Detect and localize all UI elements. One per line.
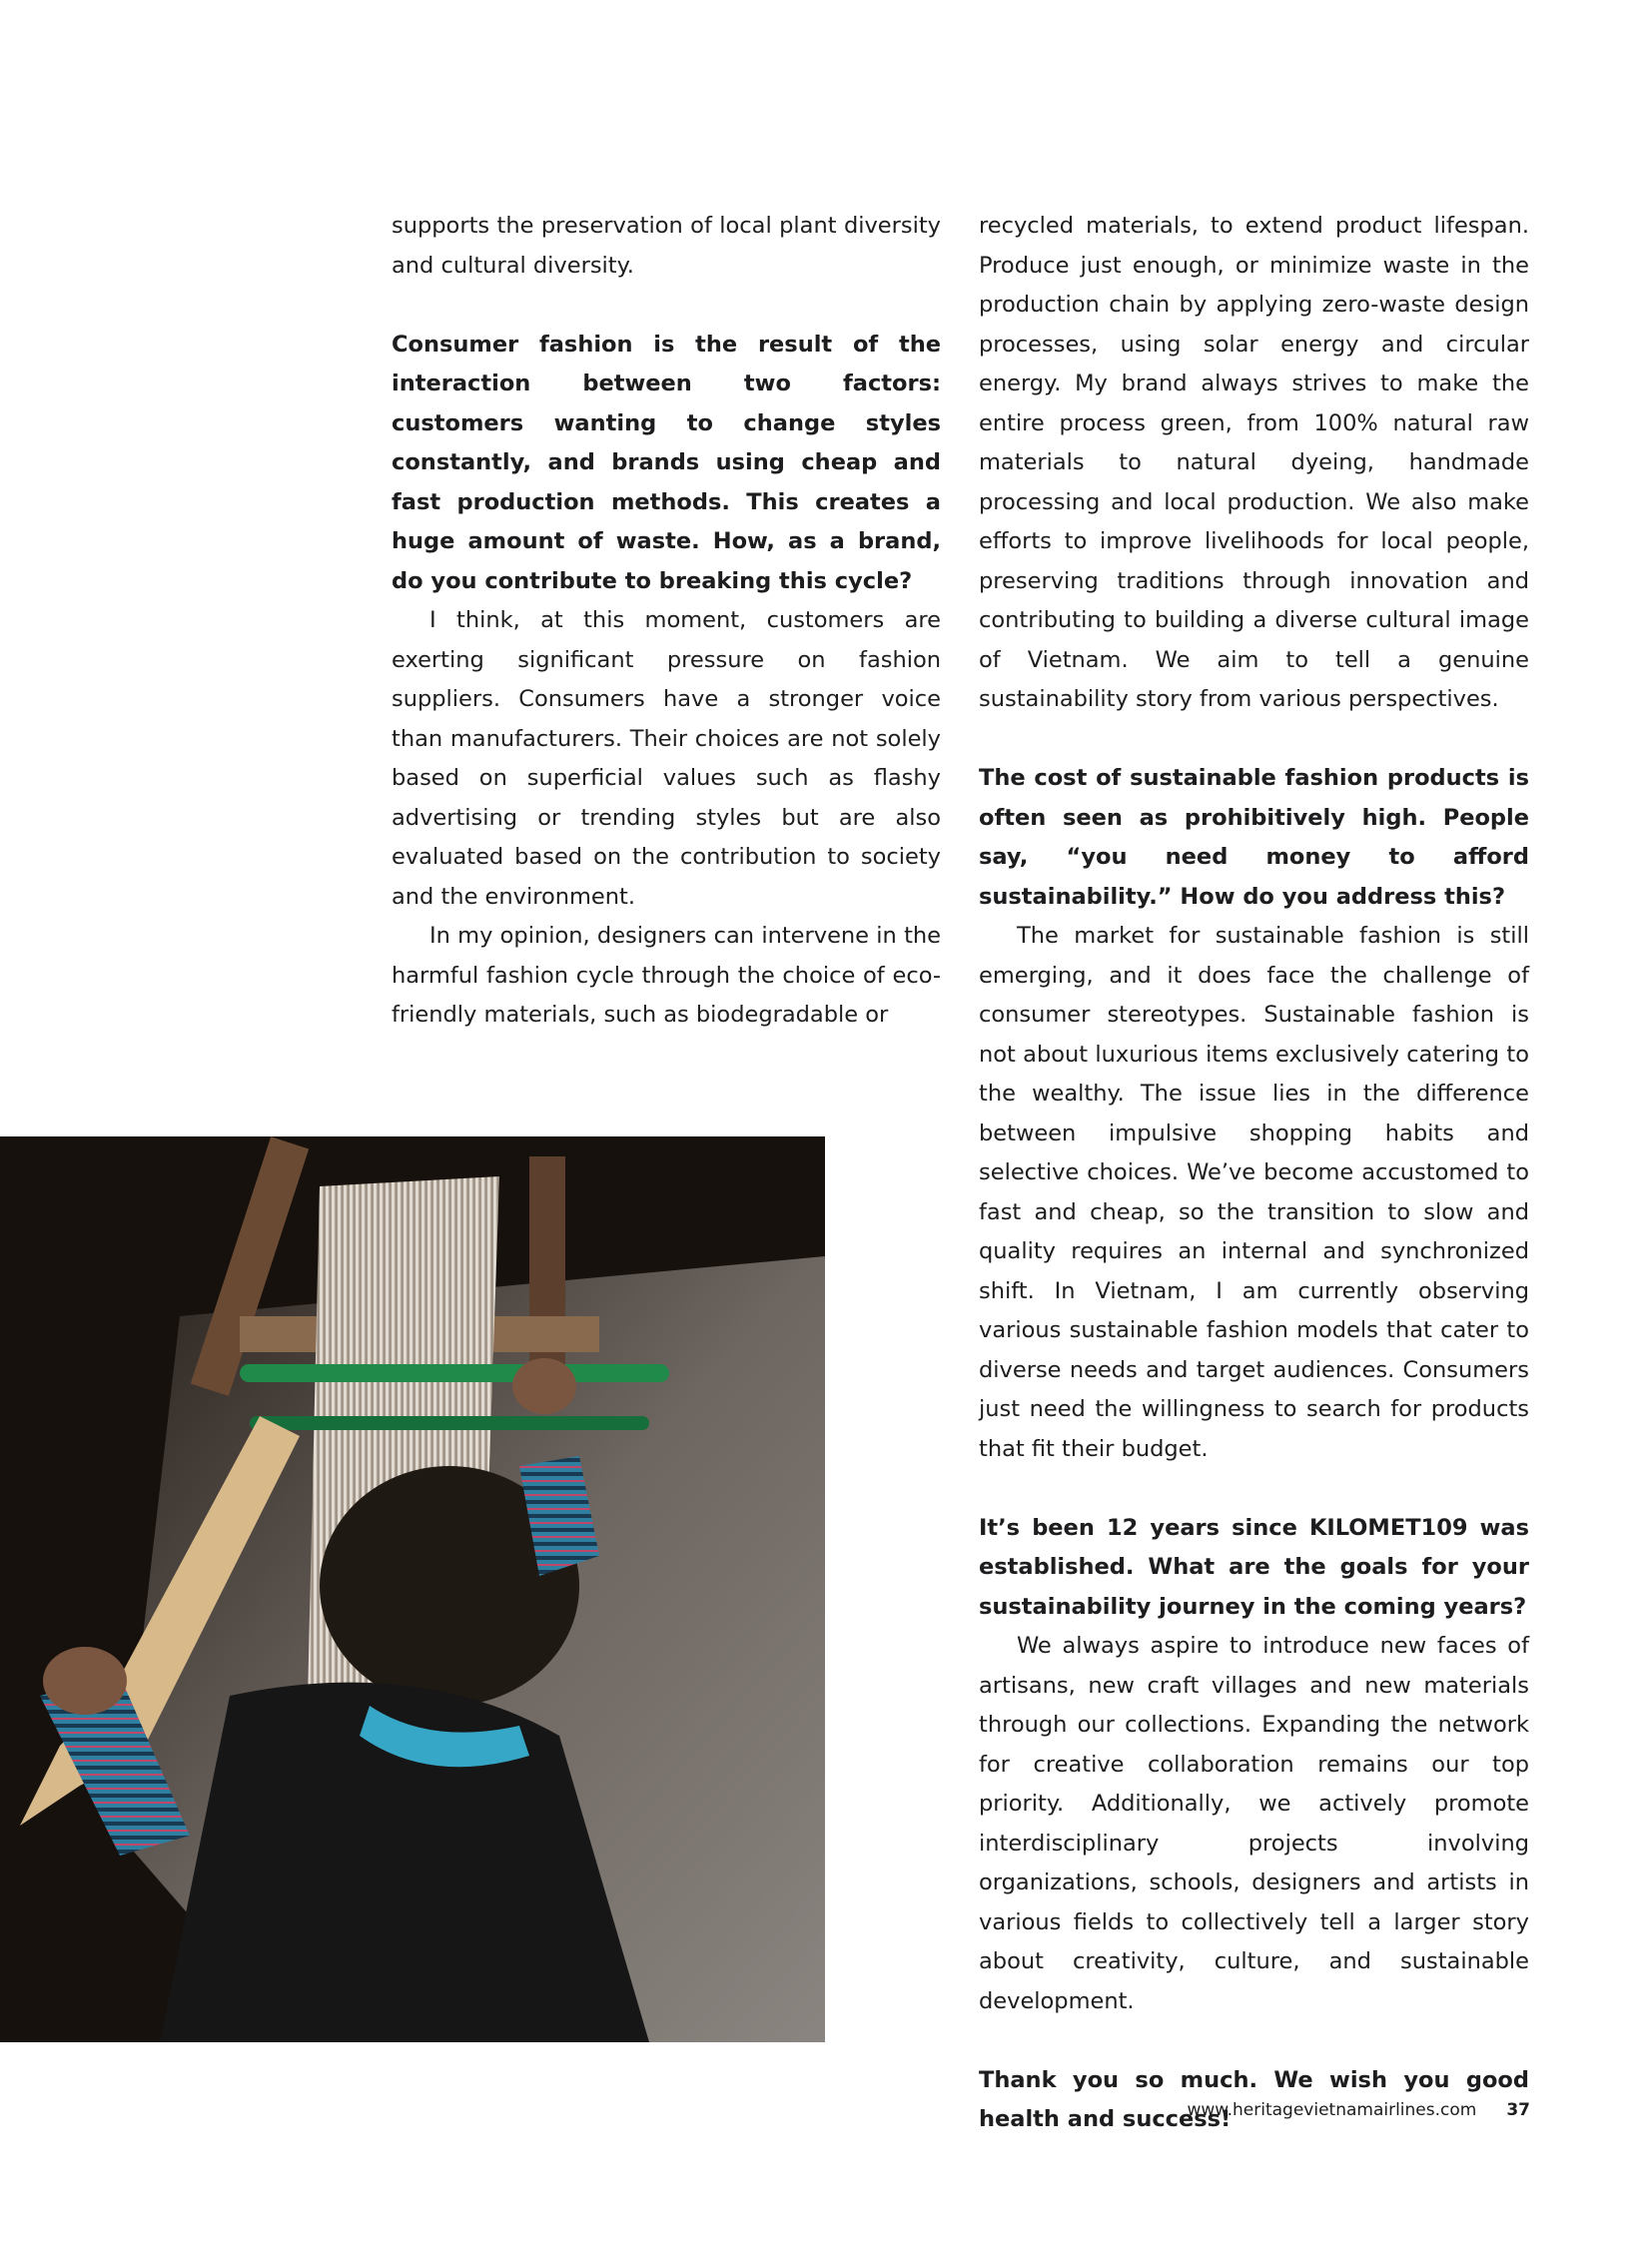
weaving-loom-photo bbox=[0, 1136, 825, 2042]
left-column bbox=[392, 207, 941, 1036]
closing-remark: Thank you so much. We wish you good health and success! bbox=[979, 2066, 1529, 2132]
right-column bbox=[979, 207, 1529, 2140]
heddle-rod bbox=[240, 1364, 669, 1382]
interview-answer: In my opinion, designers can intervene in the harmful fashion cycle through the choice of eco-friendly materials, such as biodegradable or bbox=[392, 923, 941, 1028]
paragraph: supports the preservation of local plant diversity and cultural diversity. bbox=[392, 213, 941, 279]
weaver-hand bbox=[512, 1358, 576, 1414]
interview-question: The cost of sustainable fashion products is often seen as prohibitively high. People say, “you need money to afford sustainability.” How do you address this? bbox=[979, 765, 1529, 910]
page-number: 37 bbox=[1506, 2100, 1530, 2120]
website-url: www.heritagevietnamairlines.com bbox=[1187, 2100, 1477, 2120]
paragraph: recycled materials, to extend product lifespan. Produce just enough, or minimize waste in the production chain by applying zero-waste design processes, using solar energy and circular energy. My brand always strives to make the entire process green, from 100% natural raw materials to natural dyeing, handmade processing and local production. We also make efforts to improve livelihoods for local people, preserving traditions through innovation and contributing to building a diverse cultural image of Vietnam. We aim to tell a genuine sustainability story from various perspectives. bbox=[979, 213, 1529, 712]
interview-answer: I think, at this moment, customers are exerting significant pressure on fashion suppliers. Consumers have a stronger voice than manufacturers. Their choices are not solely based on superficial values such as flashy advertising or trending styles but are also evaluated based on the contribution to society and the environment. bbox=[392, 607, 941, 910]
interview-answer: The market for sustainable fashion is still emerging, and it does face the challenge of consumer stereotypes. Sustainable fashion is not about luxurious items exclusively catering to the wealthy. The issue lies in the difference between impulsive shopping habits and selective choices. We’ve become accustomed to fast and cheap, so the transition to slow and quality requires an internal and synchronized shift. In Vietnam, I am currently observing various sustainable fashion models that cater to diverse needs and target audiences. Consumers just need the willingness to search for products that fit their budget. bbox=[979, 923, 1529, 1462]
interview-question: It’s been 12 years since KILOMET109 was established. What are the goals for your sustainability journey in the coming years? bbox=[979, 1514, 1529, 1620]
heddle-rod bbox=[250, 1416, 649, 1430]
weaver-hand bbox=[43, 1647, 127, 1715]
interview-question: Consumer fashion is the result of the interaction between two factors: customers wanting to change styles constantly, and brands using cheap and fast production methods. This creates a huge amount of waste. How, as a brand, do you contribute to breaking this cycle? bbox=[392, 331, 941, 594]
page-footer bbox=[1187, 2100, 1530, 2120]
interview-answer: We always aspire to introduce new faces of artisans, new craft villages and new materials through our collections. Expanding the network for creative collaboration remains our top priority. Additionally, we actively promote interdisciplinary projects involving organizations, schools, designers and artists in various fields to collectively tell a larger story about creativity, culture, and sustainable development. bbox=[979, 1633, 1529, 2014]
